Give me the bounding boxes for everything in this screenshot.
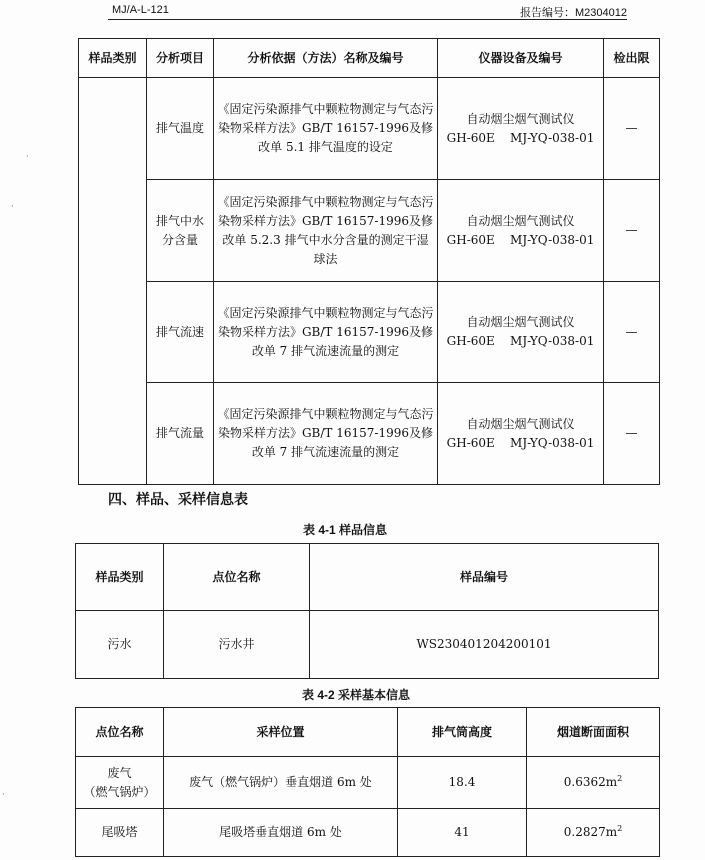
column-header: 采样位置 bbox=[164, 708, 398, 757]
table-row bbox=[79, 383, 660, 485]
analysis-method: 《固定污染源排气中颗粒物测定与气态污染物采样方法》GB/T 16157-1996及修改单 5.2.3 排气中水分含量的测定干湿球法 bbox=[214, 180, 438, 282]
report-number: 报告编号：M2304012 bbox=[520, 7, 627, 19]
sampling-position: 尾吸塔垂直烟道 6m 处 bbox=[164, 809, 398, 857]
column-header: 烟道断面面积 bbox=[527, 708, 660, 757]
analysis-item: 排气流速 bbox=[147, 282, 214, 383]
header-rule bbox=[108, 19, 627, 20]
table-caption: 表 4-2 采样基本信息 bbox=[302, 688, 411, 702]
table-caption: 表 4-1 样品信息 bbox=[303, 523, 388, 537]
instrument-model: GH-60E MJ-YQ-038-01 bbox=[446, 435, 595, 450]
stack-height: 18.4 bbox=[398, 757, 527, 809]
page-header bbox=[0, 0, 705, 22]
analysis-item: 排气温度 bbox=[147, 78, 214, 180]
sampling-position: 废气（燃气锅炉）垂直烟道 6m 处 bbox=[164, 757, 398, 809]
analysis-item: 排气流量 bbox=[147, 383, 214, 485]
table-row bbox=[76, 757, 660, 809]
stack-height: 41 bbox=[398, 809, 527, 857]
point-name: 污水井 bbox=[164, 611, 310, 679]
point-name: 尾吸塔 bbox=[76, 809, 164, 857]
table-header-row bbox=[79, 39, 660, 78]
flue-area: $0.6362m^2$ bbox=[527, 757, 660, 809]
column-header: 分析项目 bbox=[147, 39, 214, 78]
column-header: 点位名称 bbox=[76, 708, 164, 757]
instrument-cell bbox=[438, 383, 604, 485]
sample-category: 污水 bbox=[76, 611, 164, 679]
section-title: 四、样品、采样信息表 bbox=[108, 491, 248, 507]
instrument-model: GH-60E MJ-YQ-038-01 bbox=[446, 334, 595, 348]
sample-info-table bbox=[75, 543, 659, 679]
column-header: 样品类别 bbox=[76, 544, 164, 611]
detection-limit: — bbox=[604, 180, 660, 282]
table-header-row bbox=[76, 544, 659, 611]
column-header: 排气筒高度 bbox=[398, 708, 527, 757]
detection-limit: — bbox=[604, 282, 660, 383]
analysis-item: 排气中水分含量 bbox=[147, 180, 214, 282]
instrument-name: 自动烟尘烟气测试仪 bbox=[466, 315, 575, 329]
detection-limit: — bbox=[604, 383, 660, 485]
instrument-cell bbox=[438, 78, 604, 180]
table-row bbox=[76, 809, 660, 857]
analysis-method: 《固定污染源排气中颗粒物测定与气态污染物采样方法》GB/T 16157-1996及修改单 7 排气流速流量的测定 bbox=[214, 282, 438, 383]
analysis-method: 《固定污染源排气中颗粒物测定与气态污染物采样方法》GB/T 16157-1996及修改单 7 排气流速流量的测定 bbox=[214, 383, 438, 485]
column-header: 样品类别 bbox=[79, 39, 147, 78]
sampling-basic-info-table bbox=[75, 707, 660, 857]
flue-area: $0.2827m^2$ bbox=[527, 809, 660, 857]
point-name: 废气 （燃气锅炉） bbox=[76, 757, 164, 809]
column-header: 仪器设备及编号 bbox=[438, 39, 604, 78]
column-header: 检出限 bbox=[604, 39, 660, 78]
doc-code: MJ/A-L-121 bbox=[112, 4, 169, 16]
scan-speck: · bbox=[26, 152, 29, 162]
analysis-method-table bbox=[78, 38, 660, 485]
column-header: 点位名称 bbox=[164, 544, 310, 611]
instrument-name: 自动烟尘烟气测试仪 bbox=[466, 213, 575, 228]
instrument-name: 自动烟尘烟气测试仪 bbox=[466, 416, 575, 431]
table-row bbox=[79, 282, 660, 383]
table-row bbox=[79, 78, 660, 180]
analysis-method: 《固定污染源排气中颗粒物测定与气态污染物采样方法》GB/T 16157-1996及修改单 5.1 排气温度的设定 bbox=[214, 78, 438, 180]
sample-number: WS230401204200101 bbox=[310, 611, 659, 679]
instrument-cell bbox=[438, 282, 604, 383]
column-header: 样品编号 bbox=[310, 544, 659, 611]
instrument-model: GH-60E MJ-YQ-038-01 bbox=[446, 130, 595, 145]
table-row bbox=[79, 180, 660, 282]
column-header: 分析依据（方法）名称及编号 bbox=[214, 39, 438, 78]
scan-speck: · bbox=[11, 202, 14, 212]
detection-limit: — bbox=[604, 78, 660, 180]
instrument-model: GH-60E MJ-YQ-038-01 bbox=[446, 232, 595, 247]
table-row bbox=[76, 611, 659, 679]
sample-category-cell bbox=[79, 78, 147, 485]
instrument-cell bbox=[438, 180, 604, 282]
instrument-name: 自动烟尘烟气测试仪 bbox=[466, 111, 575, 126]
scan-speck: · bbox=[2, 790, 5, 800]
table-header-row bbox=[76, 708, 660, 757]
